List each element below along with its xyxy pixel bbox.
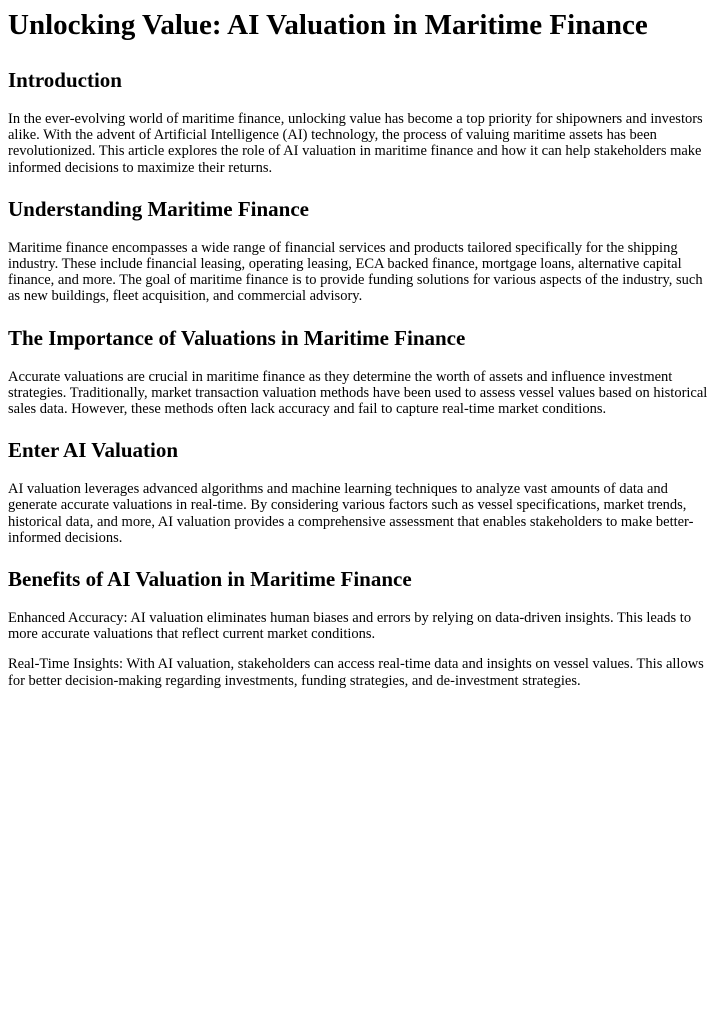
section-heading-introduction: Introduction xyxy=(8,68,122,92)
section-paragraph: Accurate valuations are crucial in maritime finance as they determine the worth of assets and influence investment strategies. Traditionally, market transaction valuation methods have been used to assess vessel values based on historical sales data. However, these methods often lack accuracy and fail to capture real-time market conditions. xyxy=(8,368,708,418)
page-title: Unlocking Value: AI Valuation in Maritime Finance xyxy=(8,9,648,41)
document-page xyxy=(0,8,720,689)
section-paragraph: AI valuation leverages advanced algorithms and machine learning techniques to analyze vast amounts of data and generate accurate valuations in real-time. By considering various factors such as vessel specifications, market trends, historical data, and more, AI valuation provides a comprehensive assessment that enables stakeholders to make better-informed decisions. xyxy=(8,481,694,546)
section-heading-enter-ai-valuation: Enter AI Valuation xyxy=(8,438,178,463)
section-paragraph: Real-Time Insights: With AI valuation, stakeholders can access real-time data and insights on vessel values. This allows for better decision-making regarding investments, funding strategies, and de-investment strategies. xyxy=(8,656,704,689)
section-heading-importance-of-valuations: The Importance of Valuations in Maritime Finance xyxy=(8,325,466,350)
section-heading-understanding-maritime-finance: Understanding Maritime Finance xyxy=(8,196,309,221)
section-paragraph: In the ever-evolving world of maritime finance, unlocking value has become a top priority for shipowners and investors alike. With the advent of Artificial Intelligence (AI) technology, the process of valuing maritime assets has been revolutionized. This article explores the role of AI valuation in maritime finance and how it can help stakeholders make informed decisions to maximize their returns. xyxy=(8,111,703,176)
section-heading-benefits-of-ai-valuation: Benefits of AI Valuation in Maritime Finance xyxy=(8,567,412,592)
section-paragraph: Maritime finance encompasses a wide range of financial services and products tailored specifically for the shipping industry. These include financial leasing, operating leasing, ECA backed finance, mortgage loans, alternative capital finance, and more. The goal of maritime finance is to provide funding solutions for various aspects of the industry, such as new buildings, fleet acquisition, and commercial advisory. xyxy=(8,239,703,305)
section-paragraph: Enhanced Accuracy: AI valuation eliminates human biases and errors by relying on data-driven insights. This leads to more accurate valuations that reflect current market conditions. xyxy=(8,610,692,643)
